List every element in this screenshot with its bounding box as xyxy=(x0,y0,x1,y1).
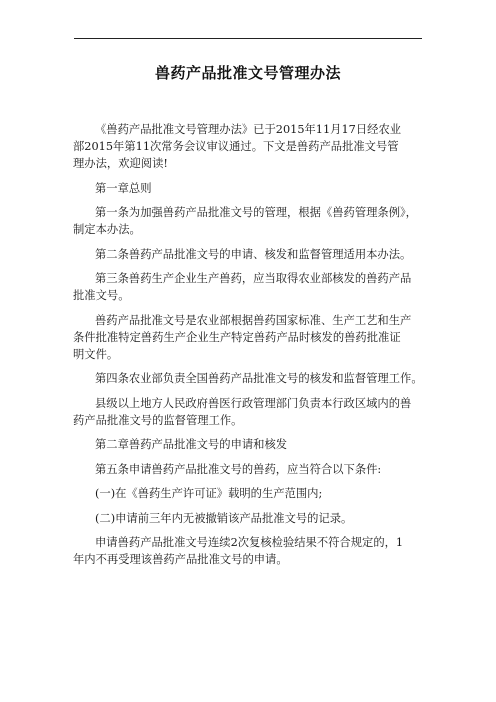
paragraph xyxy=(73,436,431,453)
paragraph xyxy=(73,510,431,527)
paragraph xyxy=(73,180,431,197)
paragraph-line: 兽药产品批准文号是农业部根据兽药国家标准、生产工艺和生产 xyxy=(95,313,412,327)
paragraph xyxy=(73,312,431,363)
paragraph-line: 明文件。 xyxy=(73,347,119,361)
paragraph-line: 县级以上地方人民政府兽医行政管理部门负责本行政区域内的兽 xyxy=(95,396,412,410)
paragraph-line: 第四条农业部负责全国兽药产品批准文号的核发和监督管理工作。 xyxy=(95,372,423,385)
paragraph-line: 第五条申请兽药产品批准文号的兽药，应当符合以下条件: xyxy=(95,462,382,476)
paragraph-line: 年内不再受理该兽药产品批准文号的申请。 xyxy=(73,553,288,566)
paragraph-line: (二)申请前三年内无被撤销该产品批准文号的记录。 xyxy=(95,511,353,525)
document-body xyxy=(73,121,431,576)
paragraph xyxy=(73,485,431,502)
header-rule xyxy=(74,38,422,39)
paragraph-line: 批准文号。 xyxy=(73,289,130,302)
paragraph-line: 部2015年第11次常务会议审议通过。下文是兽药产品批准文号管 xyxy=(73,140,399,153)
paragraph-line: 药产品批准文号的监督管理工作。 xyxy=(73,413,243,427)
document-title: 兽药产品批准文号管理办法 xyxy=(154,64,341,82)
paragraph-line: 第一条为加强兽药产品批准文号的管理，根据《兽药管理条例》， xyxy=(95,206,417,219)
paragraph-line: 申请兽药产品批准文号连续2次复核检验结果不符合规定的，1 xyxy=(95,536,404,549)
paragraph-line: 制定本办法。 xyxy=(73,223,141,236)
paragraph-line: 第二条兽药产品批准文号的申请、核发和监督管理适用本办法。 xyxy=(95,247,412,261)
paragraph-line: 《兽药产品批准文号管理办法》已于2015年11月17日经农业 xyxy=(95,123,402,136)
paragraph xyxy=(73,270,431,304)
paragraph xyxy=(73,395,431,429)
paragraph-line: 第二章兽药产品批准文号的申请和核发 xyxy=(95,438,288,451)
paragraph-line: 理办法，欢迎阅读! xyxy=(73,157,168,170)
paragraph xyxy=(73,204,431,238)
paragraph-line: 条件批准特定兽药生产企业生产特定兽药产品时核发的兽药批准证 xyxy=(73,330,401,344)
paragraph xyxy=(73,461,431,478)
paragraph xyxy=(73,370,431,387)
paragraph xyxy=(73,246,431,263)
paragraph-line: (一)在《兽药生产许可证》载明的生产范围内; xyxy=(95,487,323,500)
paragraph-line: 第三条兽药生产企业生产兽药，应当取得农业部核发的兽药产品 xyxy=(95,272,412,285)
paragraph xyxy=(73,121,431,172)
paragraph-line: 第一章总则 xyxy=(95,181,152,195)
paragraph xyxy=(73,534,431,568)
